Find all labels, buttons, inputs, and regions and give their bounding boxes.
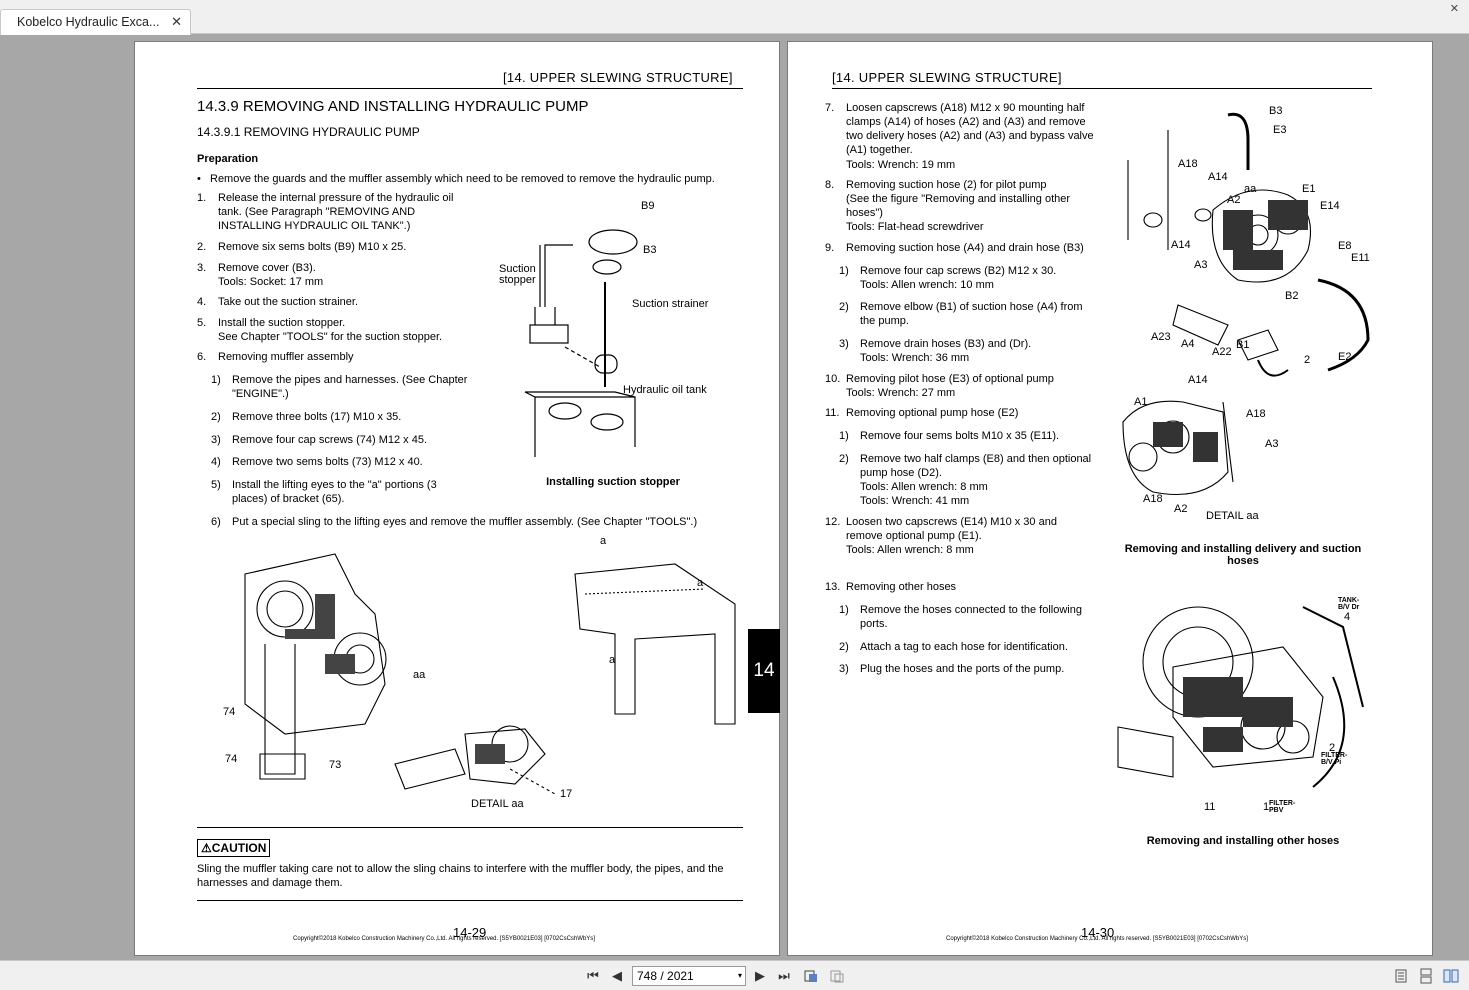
label-11: 11 (1204, 801, 1216, 813)
label-b3: B3 (1269, 105, 1283, 117)
substep-c2-text: Remove two half clamps (E8) and then optional pump hose (D2). (860, 453, 1092, 479)
page-number-input[interactable] (632, 966, 746, 986)
substep-number: 1) (839, 265, 849, 277)
document-viewer[interactable] (0, 35, 1469, 960)
header-rule (197, 88, 743, 89)
step-number: 10. (825, 373, 841, 385)
step-12-text: Loosen two capscrews (E14) M10 x 30 and remove optional pump (E1). (846, 516, 1057, 542)
warning-icon: ⚠ (201, 841, 212, 855)
preparation-heading: Preparation (197, 153, 259, 165)
label-bv-pi: B/V Pi (1321, 759, 1342, 766)
label-a3: A3 (1265, 438, 1279, 450)
step-6-text: Removing muffler assembly (218, 351, 354, 363)
substep-number: 3) (211, 434, 221, 446)
label-hydraulic-oil-tank: Hydraulic oil tank (623, 384, 707, 396)
copyright: Copyright©2018 Kobelco Construction Machinery Co.,Ltd. All rights reserved. [S5YB0021E03] [0702CsCshWbYs] (293, 936, 595, 942)
figure-caption: Installing suction stopper (546, 476, 680, 488)
other-hoses-figure (1113, 587, 1373, 812)
step-number: 3. (197, 262, 207, 274)
bullet-dot: • (197, 173, 201, 185)
step-5-text: Install the suction stopper. (218, 317, 346, 329)
substep-c2-tools: Tools: Allen wrench: 8 mm (860, 481, 988, 493)
preparation-bullet: Remove the guards and the muffler assembly which need to be removed to remove the hydraulic pump. (210, 173, 715, 185)
page-header: [14. UPPER SLEWING STRUCTURE] (832, 70, 1062, 85)
tab-title: Kobelco Hydraulic Exca... (17, 15, 160, 29)
step-8-text: Removing suction hose (2) for pilot pump (846, 179, 1047, 191)
label-pbv: PBV (1269, 807, 1284, 814)
two-page-view-icon[interactable] (1443, 968, 1459, 984)
label-detail-aa: DETAIL aa (1206, 510, 1259, 522)
page-number: 14-29 (453, 925, 487, 940)
step-5-note: See Chapter "TOOLS" for the suction stopper. (218, 331, 443, 343)
page-14-30 (787, 41, 1433, 956)
step-number: 9. (825, 242, 835, 254)
caution-rule-bottom (197, 900, 743, 901)
label-b1: B1 (1236, 339, 1250, 351)
step-8-tools: Tools: Flat-head screwdriver (846, 221, 984, 233)
substep-d3-text: Plug the hoses and the ports of the pump. (860, 663, 1065, 675)
step-number: 8. (825, 179, 835, 191)
substep-d2-text: Attach a tag to each hose for identification. (860, 641, 1068, 653)
chevron-down-icon[interactable]: ▾ (737, 971, 742, 980)
label-b9: B9 (641, 200, 655, 212)
forward-view-icon[interactable] (829, 968, 845, 984)
step-1-text: Release the internal pressure of the hydraulic oil tank. (See Paragraph "REMOVING AND INSTALLING HYDRAULIC OIL TANK".) (218, 192, 454, 232)
step-number: 4. (197, 296, 207, 308)
substep-number: 1) (211, 374, 221, 386)
step-13-text: Removing other hoses (846, 581, 957, 593)
label-a2: A2 (1174, 503, 1188, 515)
label-suction-stopper: Suction (499, 263, 536, 275)
substep-number: 6) (211, 516, 221, 528)
substep-c1-text: Remove four sems bolts M10 x 35 (E11). (860, 430, 1060, 442)
substep-number: 3) (839, 663, 849, 675)
label-e1: E1 (1302, 183, 1316, 195)
substep-b3-text: Remove drain hoses (B3) and (Dr). (860, 338, 1032, 350)
label-1: 1 (1263, 801, 1270, 813)
step-12-tools: Tools: Allen wrench: 8 mm (846, 544, 974, 556)
substep-c2-tools-2: Tools: Wrench: 41 mm (860, 495, 970, 507)
substep-3-text: Remove four cap screws (74) M12 x 45. (232, 434, 428, 446)
subsection-title: 14.3.9.1 REMOVING HYDRAULIC PUMP (197, 125, 420, 139)
first-page-icon[interactable]: ⏮ (587, 968, 599, 983)
label-tank: TANK- (1338, 597, 1360, 604)
label-a14: A14 (1188, 374, 1208, 386)
substep-b1-tools: Tools: Allen wrench: 10 mm (860, 279, 994, 291)
step-number: 11. (825, 407, 840, 419)
step-4-text: Take out the suction strainer. (218, 296, 359, 308)
label-e2: E2 (1338, 351, 1352, 363)
substep-1-text: Remove the pipes and harnesses. (See Chapter "ENGINE".) (232, 374, 468, 400)
label-e8: E8 (1338, 240, 1352, 252)
step-11-text: Removing optional pump hose (E2) (846, 407, 1019, 419)
navigation-toolbar (0, 960, 1469, 990)
muffler-assembly-figure (225, 534, 755, 814)
back-view-icon[interactable] (803, 968, 819, 984)
step-number: 1. (197, 192, 207, 204)
suction-stopper-figure (495, 197, 745, 457)
step-number: 6. (197, 351, 207, 363)
label-e14: E14 (1320, 200, 1340, 212)
substep-number: 3) (839, 338, 849, 350)
label-detail-aa: DETAIL aa (471, 798, 524, 810)
figure-caption: Removing and installing delivery and suction hoses (1124, 543, 1362, 567)
label-a2: A2 (1227, 194, 1241, 206)
caution-badge (197, 839, 270, 857)
step-8-note: (See the figure "Removing and installing other hoses") (846, 193, 1071, 219)
substep-2-text: Remove three bolts (17) M10 x 35. (232, 411, 402, 423)
next-page-icon[interactable]: ▶ (755, 968, 765, 983)
substep-number: 1) (839, 430, 849, 442)
substep-number: 2) (839, 641, 849, 653)
continuous-view-icon[interactable] (1418, 968, 1434, 984)
step-10-text: Removing pilot hose (E3) of optional pump (846, 373, 1054, 385)
page-14-29 (134, 41, 780, 956)
label-73: 73 (329, 759, 342, 771)
step-number: 5. (197, 317, 207, 329)
label-a22: A22 (1212, 346, 1232, 358)
substep-number: 2) (839, 453, 849, 465)
label-a4: A4 (1181, 338, 1195, 350)
label-b3: B3 (643, 244, 657, 256)
step-7-tools: Tools: Wrench: 19 mm (846, 159, 956, 171)
figure-caption: Removing and installing other hoses (1146, 835, 1340, 847)
label-b2: B2 (1285, 290, 1299, 302)
label-a23: A23 (1151, 331, 1171, 343)
window-close-icon[interactable]: ✕ (1449, 3, 1459, 15)
step-9-text: Removing suction hose (A4) and drain hose (B3) (846, 242, 1084, 254)
label-4: 4 (1344, 611, 1351, 623)
label-filter: FILTER- (1321, 752, 1348, 759)
step-number: 2. (197, 241, 207, 253)
label-a14-2: A14 (1171, 239, 1191, 251)
label-a-3: a (609, 654, 616, 666)
substep-b1-text: Remove four cap screws (B2) M12 x 30. (860, 265, 1057, 277)
copyright: Copyright©2018 Kobelco Construction Machinery Co.,Ltd. All rights reserved. [S5YB0021E03] [0702CsCshWbYs] (946, 936, 1248, 942)
single-page-view-icon[interactable] (1393, 968, 1409, 984)
substep-b2-text: Remove elbow (B1) of suction hose (A4) from the pump. (860, 301, 1083, 327)
substep-number: 4) (211, 456, 221, 468)
label-74: 74 (223, 706, 236, 718)
label-a18: A18 (1178, 158, 1198, 170)
label-filter-2: FILTER- (1269, 800, 1296, 807)
substep-d1-text: Remove the hoses connected to the following ports. (860, 604, 1082, 630)
previous-page-icon[interactable]: ◀ (612, 968, 622, 983)
label-a-2: a (697, 577, 704, 589)
document-tab[interactable] (0, 9, 191, 35)
chapter-tab: 14 (748, 629, 780, 713)
label-bv-dr: B/V Dr (1338, 604, 1360, 611)
label-a18: A18 (1246, 408, 1266, 420)
label-e3: E3 (1273, 124, 1287, 136)
tab-bar (0, 0, 1469, 34)
caution-title: CAUTION (211, 841, 267, 855)
label-74-2: 74 (225, 753, 238, 765)
substep-number: 2) (211, 411, 221, 423)
step-number: 12. (825, 516, 841, 528)
step-7-text: Loosen capscrews (A18) M12 x 90 mounting half clamps (A14) of hoses (A2) and (A3) and remove two delivery hoses (A2) and (A3) and bypass valve (A1) together. (846, 102, 1094, 156)
label-e11: E11 (1351, 252, 1370, 264)
label-a: a (600, 535, 607, 547)
step-2-text: Remove six sems bolts (B9) M10 x 25. (218, 241, 407, 253)
label-2: 2 (1329, 742, 1336, 754)
step-10-tools: Tools: Wrench: 27 mm (846, 387, 956, 399)
caution-text: Sling the muffler taking care not to allow the sling chains to interfere with the muffler body, the pipes, and the harnesses and damage them. (197, 863, 724, 889)
page-number: 14-30 (1081, 925, 1115, 940)
page-number-value: 748 / 2021 (637, 969, 694, 983)
step-3-tools: Tools: Socket: 17 mm (218, 276, 324, 288)
last-page-icon[interactable]: ⏭ (778, 968, 790, 983)
substep-number: 1) (839, 604, 849, 616)
substep-4-text: Remove two sems bolts (73) M12 x 40. (232, 456, 423, 468)
substep-6-text: Put a special sling to the lifting eyes and remove the muffler assembly. (See Chapter "TOOLS".) (232, 516, 698, 528)
step-number: 13. (825, 581, 841, 593)
step-3-text: Remove cover (B3). (218, 262, 316, 274)
tab-close-icon[interactable]: ✕ (171, 14, 182, 29)
substep-b3-tools: Tools: Wrench: 36 mm (860, 352, 970, 364)
label-aa: aa (413, 669, 426, 681)
substep-number: 5) (211, 479, 221, 491)
label-aa: aa (1244, 183, 1257, 195)
label-2: 2 (1304, 354, 1311, 366)
substep-number: 2) (839, 301, 849, 313)
header-rule (832, 88, 1372, 89)
caution-rule-top (197, 827, 743, 828)
substep-5-text: Install the lifting eyes to the "a" portions (3 places) of bracket (65). (232, 479, 437, 505)
label-a1: A1 (1134, 396, 1148, 408)
label-a14: A14 (1208, 171, 1228, 183)
label-a3: A3 (1194, 259, 1208, 271)
label-suction-stopper-2: stopper (499, 274, 536, 286)
label-a18-2: A18 (1143, 493, 1163, 505)
label-suction-strainer: Suction strainer (632, 298, 709, 310)
step-number: 7. (825, 102, 835, 114)
page-header: [14. UPPER SLEWING STRUCTURE] (503, 70, 733, 85)
section-title: 14.3.9 REMOVING AND INSTALLING HYDRAULIC PUMP (197, 98, 589, 115)
label-17: 17 (560, 788, 573, 800)
